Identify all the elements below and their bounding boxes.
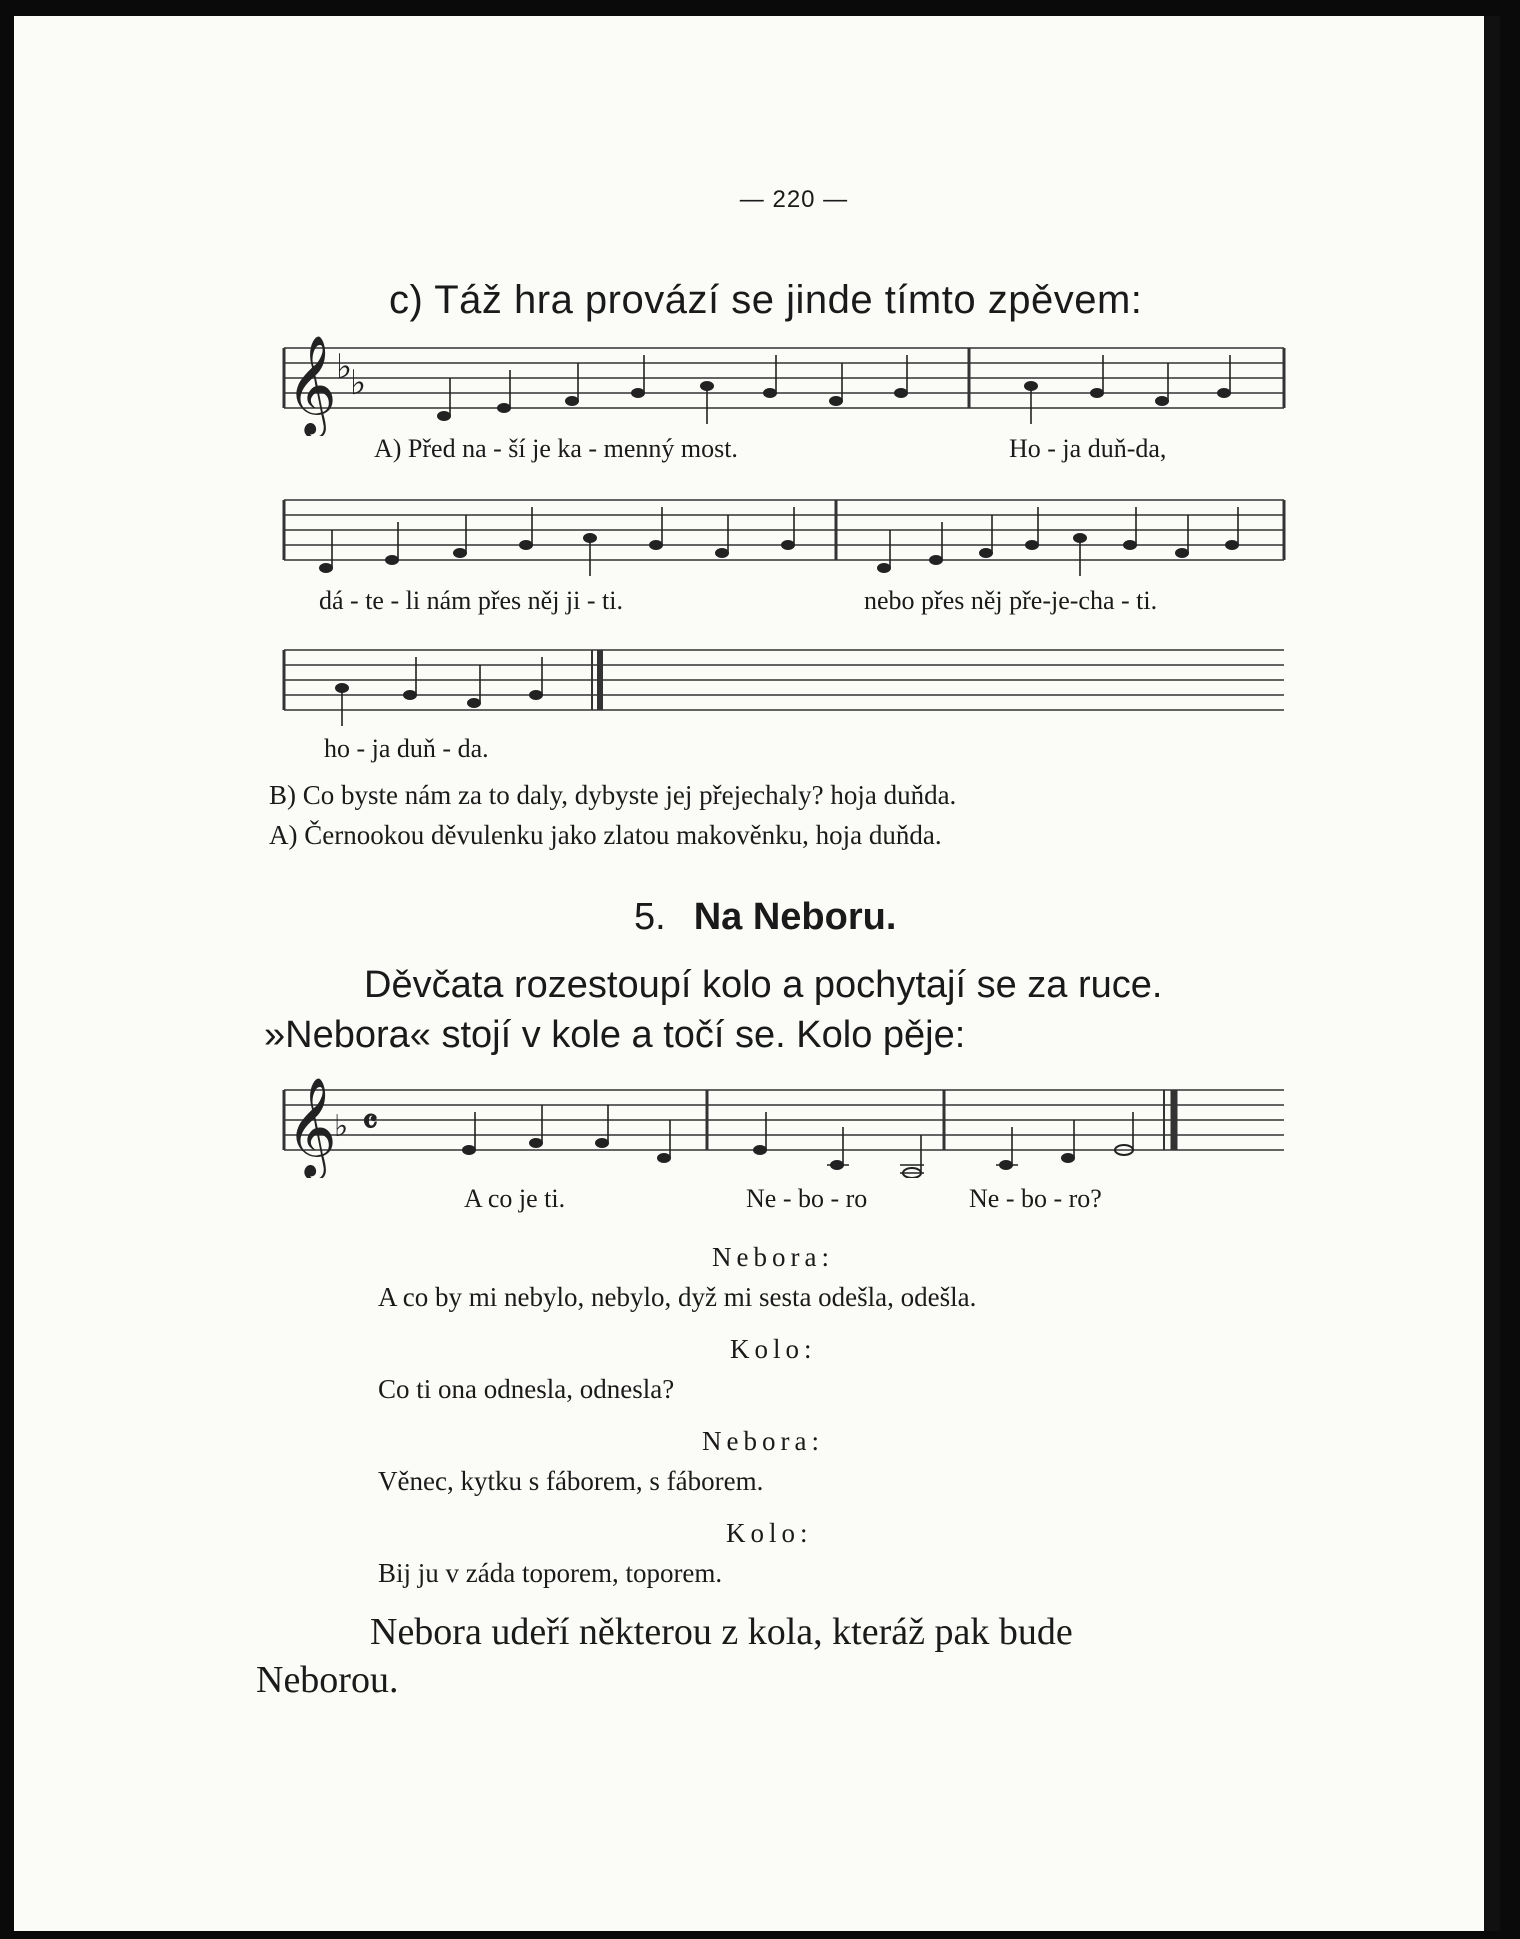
lyrics-line-2b: nebo přes něj pře-je-cha - ti. (864, 586, 1158, 615)
speaker-label: Kolo: (726, 1518, 813, 1548)
flat-icon: ♭ (336, 349, 353, 386)
dialogue-line: Bij ju v záda toporem, toporem. (378, 1558, 723, 1588)
lyrics-line-4c: Ne - bo - ro? (969, 1184, 1102, 1213)
treble-clef-icon: 𝄞 (286, 1079, 337, 1175)
flat-icon: ♭ (350, 365, 367, 402)
section-title-text: Na Neboru. (693, 896, 897, 938)
music-staff-1 (264, 326, 1304, 436)
section-c-heading: c) Táž hra provází se jinde tímto zpěvem: (389, 278, 1143, 322)
treble-clef-icon: 𝄞 (286, 337, 337, 433)
closing-line-2: Neborou. (256, 1659, 399, 1701)
common-time-icon: 𝄴 (362, 1102, 379, 1142)
verse-a: A) Černookou děvulenku jako zlatou makověnku, hoja duňda. (269, 820, 942, 850)
lyrics-line-1: A) Před na - ší je ka - menný most. (374, 434, 738, 463)
lyrics-line-1b: Ho - ja duň-da, (1009, 434, 1167, 463)
lyrics-line-2: dá - te - li nám přes něj ji - ti. (319, 586, 623, 615)
book-page (14, 16, 1500, 1931)
dialogue-line: Co ti ona odnesla, odnesla? (378, 1374, 675, 1404)
page-number: — 220 — (739, 186, 849, 213)
flat-icon: ♭ (334, 1110, 349, 1143)
verse-b: B) Co byste nám za to daly, dybyste jej přejechaly? hoja duňda. (269, 780, 957, 810)
music-staff-4 (264, 1068, 1304, 1178)
dialogue-line: Věnec, kytku s fáborem, s fáborem. (378, 1466, 764, 1496)
music-staff-2 (264, 478, 1304, 588)
section-number: 5. (634, 896, 666, 938)
lyrics-line-4a: A co je ti. (464, 1184, 566, 1213)
closing-line-1: Nebora udeří některou z kola, kteráž pak bude (370, 1611, 1073, 1653)
music-staff-3 (264, 628, 1304, 738)
section-5-title (634, 896, 896, 939)
intro-line-2: »Nebora« stojí v kole a točí se. Kolo pěje: (264, 1014, 966, 1056)
intro-line-1: Děvčata rozestoupí kolo a pochytají se za ruce. (364, 964, 1163, 1006)
dialogue-line: A co by mi nebylo, nebylo, dyž mi sesta odešla, odešla. (378, 1282, 977, 1312)
lyrics-line-4b: Ne - bo - ro (746, 1184, 868, 1213)
speaker-label: Kolo: (730, 1334, 817, 1364)
speaker-label: Nebora: (702, 1426, 824, 1456)
lyrics-line-3: ho - ja duň - da. (324, 734, 489, 763)
speaker-label: Nebora: (712, 1242, 834, 1272)
